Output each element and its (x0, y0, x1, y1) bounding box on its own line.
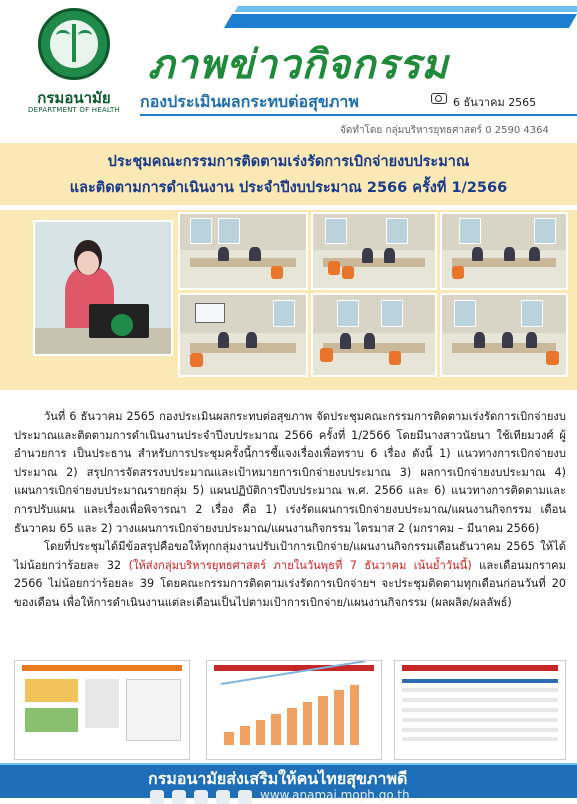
meeting-photo-2 (311, 212, 437, 290)
globe-icon[interactable] (238, 790, 252, 804)
prepared-by: จัดทำโดย กลุ่มบริหารยุทธศาสตร์ 0 2590 4364 (340, 125, 549, 136)
news-date: 6 ธันวาคม 2565 (453, 96, 537, 109)
meeting-photo-3 (440, 212, 568, 290)
youtube-icon[interactable] (172, 790, 186, 804)
headline-line-1: ประชุมคณะกรรมการติดตามเร่งรัดการเบิกจ่ายงบประมาณ (107, 154, 470, 170)
headline-line-2: และติดตามการดำเนินงาน ประจำปีงบประมาณ 2566 ครั้งที่ 1/2566 (69, 180, 508, 196)
camera-lens-icon (435, 95, 442, 102)
article-body (14, 408, 566, 613)
header-stripe (224, 14, 577, 28)
header-stripe-light (235, 6, 577, 12)
paragraph-2-part-2: และเดือนมกราคม 2566 ไม่น้อยกว่าร้อยละ 39 โดยคณะกรรมการติดตามเร่งรัดการเบิกจ่ายฯ จะประชุมติดตามทุกเดือนก่อนวันที่ 20 ของเดือน เพื่อให้การดำเนินงานแต่ละเดือนเป็นไปตามเป้าการเบิกจ่าย/แผนงานกิจกรรม (ผลผลิต/ผลลัพธ์) (14, 558, 566, 609)
slide-thumbnail-table (394, 660, 566, 760)
slide-thumbnail-allocation (14, 660, 190, 760)
facebook-icon[interactable] (150, 790, 164, 804)
deadline-note: (ให้ส่งกลุ่มบริหารยุทธศาสตร์ ภายในวันพุธที่ 7 ธันวาคม เน้นย้ำวันนี้) (128, 558, 472, 572)
meeting-photo-5 (311, 293, 437, 377)
article-paragraph-2 (14, 538, 566, 612)
slide-thumbnail-chart (206, 660, 382, 760)
department-name-th: กรมอนามัย (37, 89, 111, 107)
logo-wing-right (78, 30, 92, 41)
department-name-en: DEPARTMENT OF HEALTH (28, 106, 120, 114)
division-name: กองประเมินผลกระทบต่อสุขภาพ (140, 92, 359, 111)
paragraph-2-part-1: โดยที่ประชุมได้มีข้อสรุปคือขอให้ทุกกลุ่มงานปรับเป้าการเบิกจ่าย/แผนงานกิจกรรมเดือนธันวาคม 2565 ให้ได้ไม่น้อยกว่าร้อยละ 32 (14, 540, 566, 572)
logo-wing-left (56, 30, 70, 41)
meeting-photo-4 (178, 293, 308, 377)
meeting-photo-6 (440, 293, 568, 377)
footer-website[interactable]: www.anamai.moph.go.th (260, 788, 410, 802)
page-title: ภาพข่าวกิจกรรม (148, 42, 449, 88)
caduceus-icon (72, 24, 76, 62)
main-photo (33, 220, 173, 356)
header-divider (140, 114, 577, 116)
twitter-icon[interactable] (194, 790, 208, 804)
line-icon[interactable] (216, 790, 230, 804)
meeting-photo-1 (178, 212, 308, 290)
footer-slogan: กรมอนามัยส่งเสริมให้คนไทยสุขภาพดี (148, 769, 408, 788)
article-paragraph-1: วันที่ 6 ธันวาคม 2565 กองประเมินผลกระทบต่อสุขภาพ จัดประชุมคณะกรรมการติดตามเร่งรัดการเบิกจ่ายงบประมาณและติดตามการดำเนินงานประจำปีงบประมาณ 2566 ครั้งที่ 1/2566 โดยมีนางสาวนัยนา ใช้เทียมวงศ์ ผู้อำนวยการ เป็นประธาน สำหรับการประชุมครั้งนี้การชี้แจงเรื่องเพื่อทราบ 6 เรื่อง ดังนี้ 1) แนวทางการเบิกจ่ายงบประมาณ 2) สรุปการจัดสรรงบประมาณและเป้าหมายการเบิกจ่ายงบประมาณ 3) ผลการเบิกจ่ายงบประมาณ 4) แผนการเบิกจ่ายงบประมาณรายกลุ่ม 5) แผนปฏิบัติการปีงบประมาณ พ.ศ. 2566 และ 6) แนวทางการติดตามและการปรับแผน และเรื่องเพื่อพิจารณา 2 เรื่อง คือ 1) เร่งรัดแผนการเบิกจ่ายงบประมาณ/แผนงานกิจกรรม เดือนธันวาคม 65 และ 2) วางแผนการเบิกจ่ายงบประมาณ/แผนงานกิจกรรม ไตรมาส 2 (มกราคม – มีนาคม 2566) (14, 410, 566, 535)
